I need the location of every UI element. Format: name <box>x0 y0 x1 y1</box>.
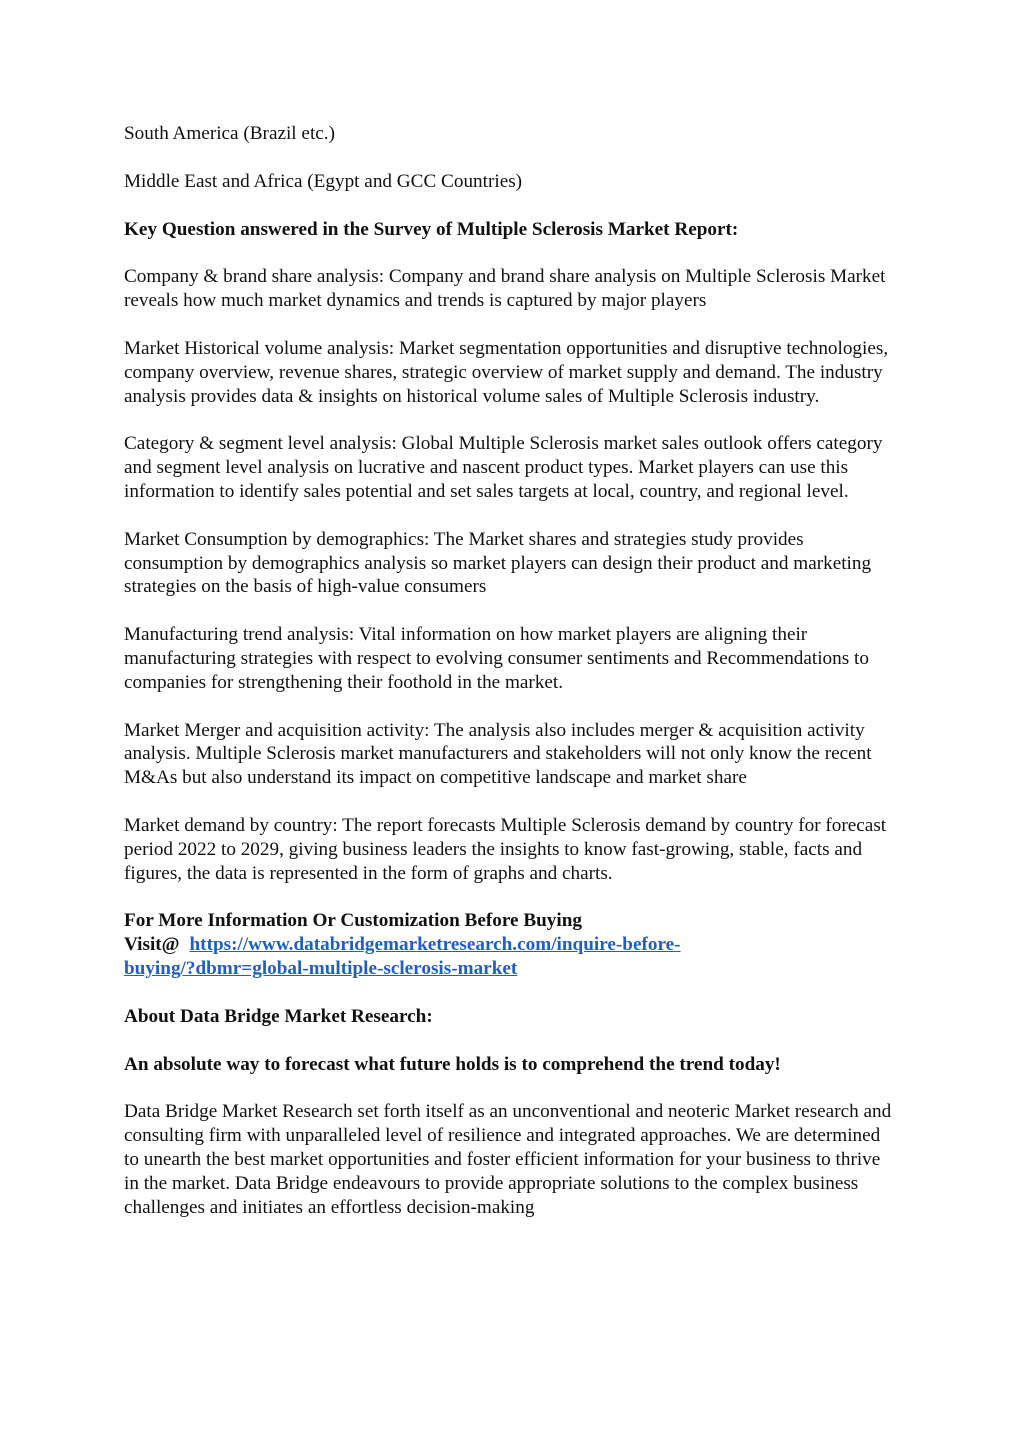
demand-by-country-paragraph: Market demand by country: The report forecasts Multiple Sclerosis demand by country for forecast period 2022 to 2029, giving business leaders the insights to know fast-growing, stable, facts and figures, the data is represented in the form of graphs and charts. <box>124 814 887 884</box>
document-body <box>124 122 894 1243</box>
consumption-demographics-paragraph: Market Consumption by demographics: The Market shares and strategies study provides consumption by demographics analysis so market players can design their product and marketing strategies on the basis of high-value consumers <box>124 528 872 598</box>
about-tagline: An absolute way to forecast what future holds is to comprehend the trend today! <box>124 1053 781 1075</box>
visit-label: Visit@ <box>124 934 180 956</box>
more-info-heading: For More Information Or Customization Before Buying <box>124 910 582 932</box>
region-south-america: South America (Brazil etc.) <box>124 123 335 144</box>
merger-acquisition-paragraph: Market Merger and acquisition activity: The analysis also includes merger & acquisition activity analysis. Multiple Sclerosis market manufacturers and stakeholders will not only know the recent M&As but also understand its impact on competitive landscape and market share <box>124 719 872 789</box>
inquire-link-line1: https://www.databridgemarketresearch.com/inquire-before- <box>189 934 681 956</box>
historical-volume-paragraph: Market Historical volume analysis: Market segmentation opportunities and disruptive technologies, company overview, revenue shares, strategic overview of market supply and demand. The industry analysis provides data & insights on historical volume sales of Multiple Sclerosis industry. <box>124 337 889 407</box>
company-brand-paragraph: Company & brand share analysis: Company and brand share analysis on Multiple Sclerosis Market reveals how much market dynamics and trends is captured by major players <box>124 266 886 312</box>
manufacturing-trend-paragraph: Manufacturing trend analysis: Vital information on how market players are aligning their manufacturing strategies with respect to evolving consumer sentiments and Recommendations to companies for strengthening their foothold in the market. <box>124 624 869 693</box>
region-middle-east-africa: Middle East and Africa (Egypt and GCC Countries) <box>124 170 523 192</box>
inquire-link-line2: buying/?dbmr=global-multiple-sclerosis-market <box>124 957 518 979</box>
inquire-link[interactable] <box>124 934 681 979</box>
about-body-paragraph: Data Bridge Market Research set forth itself as an unconventional and neoteric Market research and consulting firm with unparalleled level of resilience and integrated approaches. We are determined to unearth the best market opportunities and foster efficient information for your business to thrive in the market. Data Bridge endeavours to provide appropriate solutions to the complex business challenges and initiates an effortless decision-making <box>124 1101 892 1218</box>
more-info-block <box>124 909 894 980</box>
category-segment-paragraph: Category & segment level analysis: Global Multiple Sclerosis market sales outlook offers category and segment level analysis on lucrative and nascent product types. Market players can use this information to identify sales potential and set sales targets at local, country, and regional level. <box>124 433 883 502</box>
key-question-heading: Key Question answered in the Survey of Multiple Sclerosis Market Report: <box>124 218 739 240</box>
about-heading: About Data Bridge Market Research: <box>124 1005 433 1027</box>
